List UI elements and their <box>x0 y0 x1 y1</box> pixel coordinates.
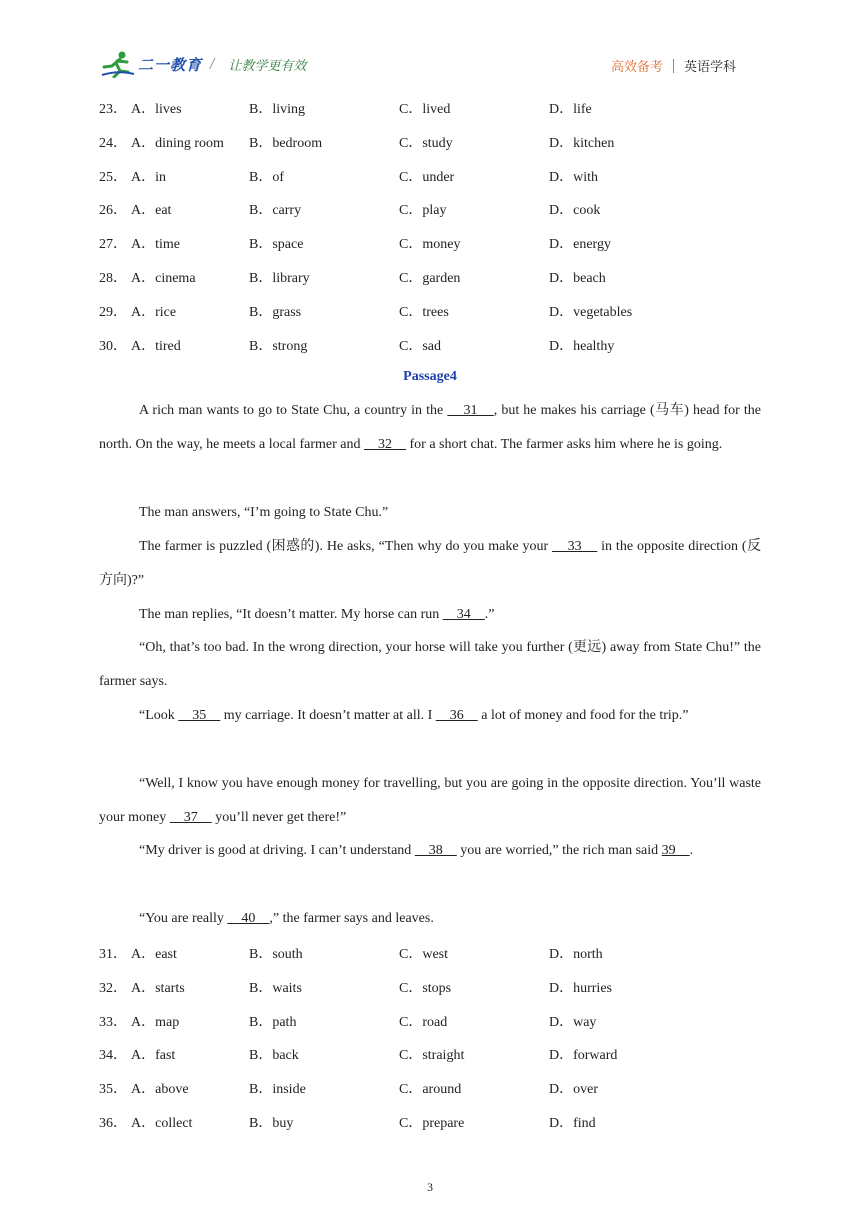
paragraph-2: The man answers, “I’m going to State Chu.” <box>139 505 389 520</box>
question-row <box>99 233 759 253</box>
paragraph-1: A rich man wants to go to State Chu, a country in the 31 , but he makes his carriage (马车) head for the north. On the way, he meets a local farmer and 32 for a short chat. The farmer asks him where he is going. <box>99 403 762 452</box>
paragraph-6: “Look 35 my carriage. It doesn’t matter at all. I 36 a lot of money and food for the trip.” <box>139 708 689 723</box>
question-row <box>99 335 759 355</box>
option-a[interactable]: A．above <box>131 1082 189 1098</box>
option-d[interactable]: D．find <box>549 1116 596 1131</box>
blank-31[interactable]: 31 <box>447 403 494 418</box>
question-number: 26． <box>99 203 127 219</box>
option-c[interactable]: C．around <box>399 1082 462 1098</box>
option-b[interactable]: B．library <box>249 271 310 286</box>
header-slash: / <box>210 56 215 72</box>
option-a[interactable]: A．map <box>131 1014 180 1030</box>
option-b[interactable]: B．inside <box>249 1082 306 1098</box>
option-d[interactable]: D．energy <box>549 237 611 253</box>
option-c[interactable]: C．garden <box>399 271 461 286</box>
question-row <box>99 1011 759 1031</box>
option-a[interactable]: A．collect <box>131 1116 193 1131</box>
option-c[interactable]: C．sad <box>399 338 441 354</box>
option-a[interactable]: A．eat <box>131 203 172 219</box>
option-a[interactable]: A．in <box>131 169 166 185</box>
option-d[interactable]: D．with <box>549 169 598 185</box>
blank-35[interactable]: 35 <box>178 708 221 723</box>
option-a[interactable]: A．cinema <box>131 271 196 286</box>
header-divider <box>673 59 674 73</box>
question-row <box>99 977 759 997</box>
question-row <box>99 267 759 287</box>
blank-37[interactable]: 37 <box>169 810 212 825</box>
option-c[interactable]: C．prepare <box>399 1116 465 1131</box>
option-d[interactable]: D．forward <box>549 1048 618 1064</box>
blank-38[interactable]: 38 <box>414 843 457 858</box>
option-d[interactable]: D．life <box>549 102 592 117</box>
page-number: 3 <box>427 1180 433 1194</box>
option-a[interactable]: A．east <box>131 947 177 962</box>
question-number: 35． <box>99 1082 127 1098</box>
option-b[interactable]: B．of <box>249 169 284 185</box>
question-number: 29． <box>99 304 127 320</box>
option-d[interactable]: D．beach <box>549 271 606 286</box>
blank-36[interactable]: 36 <box>435 708 478 723</box>
passage-title: Passage4 <box>403 369 457 384</box>
paragraph-7: “Well, I know you have enough money for travelling, but you are going in the opposite direction. You’ll waste your money 37 you’ll never get there!” <box>99 776 761 825</box>
option-d[interactable]: D．vegetables <box>549 304 633 320</box>
option-b[interactable]: B．waits <box>249 980 302 996</box>
question-number: 28． <box>99 271 127 286</box>
option-a[interactable]: A．rice <box>131 304 177 320</box>
paragraph-9: “You are really 40 ,” the farmer says and leaves. <box>139 911 434 926</box>
question-number: 31． <box>99 947 127 962</box>
option-a[interactable]: A．fast <box>131 1048 176 1064</box>
question-row <box>99 1112 759 1132</box>
option-d[interactable]: D．over <box>549 1082 598 1098</box>
option-a[interactable]: A．dining room <box>131 135 224 151</box>
option-b[interactable]: B．living <box>249 102 306 117</box>
header-right <box>611 56 736 75</box>
option-b[interactable]: B．south <box>249 947 303 962</box>
option-b[interactable]: B．carry <box>249 203 302 219</box>
option-c[interactable]: C．road <box>399 1014 448 1030</box>
paragraph-4: The man replies, “It doesn’t matter. My horse can run 34 .” <box>139 607 495 622</box>
option-a[interactable]: A．lives <box>131 102 182 117</box>
question-row <box>99 166 759 186</box>
question-row <box>99 1044 759 1064</box>
question-number: 30． <box>99 338 127 354</box>
question-number: 24． <box>99 135 127 151</box>
question-number: 32． <box>99 980 127 996</box>
option-b[interactable]: B．space <box>249 237 304 253</box>
option-c[interactable]: C．trees <box>399 304 449 320</box>
question-row <box>99 1078 759 1098</box>
option-d[interactable]: D．way <box>549 1014 597 1030</box>
question-row <box>99 943 759 963</box>
question-row <box>99 301 759 321</box>
option-a[interactable]: A．starts <box>131 980 185 996</box>
question-number: 27． <box>99 237 127 253</box>
option-c[interactable]: C．stops <box>399 980 452 996</box>
logo <box>100 48 306 80</box>
blank-39[interactable]: 39 <box>661 843 690 858</box>
option-c[interactable]: C．lived <box>399 102 451 117</box>
option-c[interactable]: C．study <box>399 135 453 151</box>
blank-34[interactable]: 34 <box>442 607 485 622</box>
logo-text: 二一教育 <box>138 55 203 74</box>
blank-33[interactable]: 33 <box>552 539 598 554</box>
option-d[interactable]: D．healthy <box>549 338 615 354</box>
question-row <box>99 98 759 118</box>
option-c[interactable]: C．money <box>399 237 461 253</box>
question-row <box>99 132 759 152</box>
option-d[interactable]: D．north <box>549 947 603 962</box>
option-d[interactable]: D．kitchen <box>549 135 615 151</box>
runner-logo-icon <box>100 50 136 78</box>
option-b[interactable]: B．strong <box>249 338 308 354</box>
option-a[interactable]: A．tired <box>131 338 181 354</box>
blank-32[interactable]: 32 <box>364 437 406 452</box>
option-c[interactable]: C．play <box>399 203 447 219</box>
paragraph-3: The farmer is puzzled (困惑的). He asks, “Then why do you make your 33 in the opposite direction (反方向)?” <box>99 539 761 588</box>
question-number: 34． <box>99 1048 127 1064</box>
header-exam-label: 高效备考 <box>610 60 663 75</box>
blank-40[interactable]: 40 <box>227 911 270 926</box>
option-b[interactable]: B．bedroom <box>249 135 323 151</box>
option-b[interactable]: B．buy <box>249 1116 294 1131</box>
option-c[interactable]: C．west <box>399 947 448 962</box>
option-d[interactable]: D．cook <box>549 203 601 219</box>
option-d[interactable]: D．hurries <box>549 980 612 996</box>
question-number: 25． <box>99 169 127 185</box>
option-c[interactable]: C．under <box>399 169 455 185</box>
slogan: 让教学更有效 <box>228 58 307 74</box>
page-header <box>100 44 760 84</box>
option-b[interactable]: B．path <box>249 1014 297 1030</box>
paragraph-5: “Oh, that’s too bad. In the wrong direction, your horse will take you further (更远) away from State Chu!” the farmer says. <box>99 640 761 689</box>
question-row <box>99 199 759 219</box>
option-b[interactable]: B．back <box>249 1048 299 1064</box>
question-number: 23． <box>99 102 127 117</box>
option-b[interactable]: B．grass <box>249 304 302 320</box>
option-c[interactable]: C．straight <box>399 1048 465 1064</box>
question-number: 33． <box>99 1014 127 1030</box>
paragraph-8: “My driver is good at driving. I can’t understand 38 you are worried,” the rich man said 39 . <box>139 843 694 858</box>
question-number: 36． <box>99 1116 127 1131</box>
header-subject-label: 英语学科 <box>683 60 736 75</box>
option-a[interactable]: A．time <box>131 237 180 253</box>
